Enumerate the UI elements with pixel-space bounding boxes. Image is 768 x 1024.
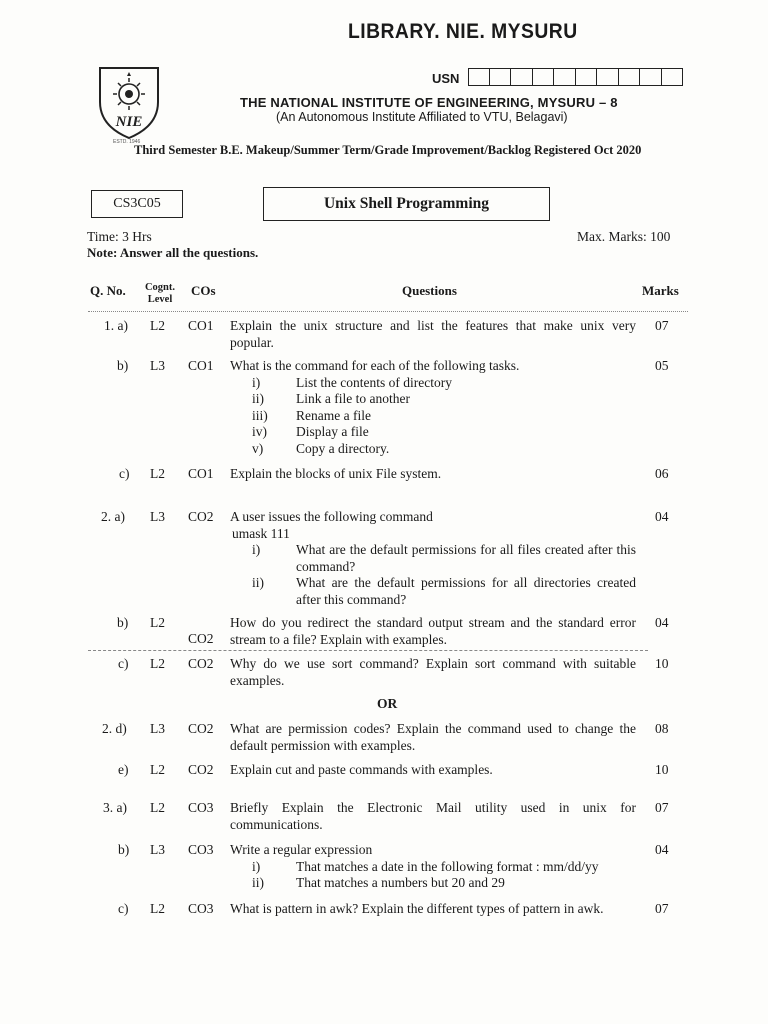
sub-question-number: i) bbox=[252, 542, 261, 557]
question-marks: 10 bbox=[655, 656, 669, 671]
sub-question-text: Copy a directory. bbox=[296, 440, 390, 456]
question-marks: 04 bbox=[655, 842, 669, 857]
sub-question-number: ii) bbox=[252, 391, 264, 406]
question-block bbox=[230, 509, 636, 608]
or-separator: OR bbox=[377, 696, 398, 711]
question-number: 1. a) bbox=[104, 318, 128, 333]
question-number: b) bbox=[117, 615, 129, 630]
question-level: L2 bbox=[150, 656, 165, 671]
question-number: c) bbox=[119, 466, 130, 481]
question-co: CO2 bbox=[188, 656, 214, 671]
question-level: L2 bbox=[150, 466, 165, 481]
sub-question-text: That matches a date in the following format : mm/dd/yy bbox=[296, 858, 599, 874]
question-marks: 04 bbox=[655, 509, 669, 524]
sub-question-text: What are the default permissions for all files created after this command? bbox=[296, 542, 636, 574]
question-co: CO1 bbox=[188, 318, 214, 333]
question-co: CO1 bbox=[188, 358, 214, 373]
question-text: Explain the unix structure and list the features that make unix very popular. bbox=[230, 318, 636, 350]
institute-logo bbox=[96, 64, 162, 140]
logo-text: NIE bbox=[115, 114, 143, 130]
question-text: What are permission codes? Explain the command used to change the default permission with examples. bbox=[230, 721, 636, 753]
question-level: L3 bbox=[150, 509, 165, 524]
question-co: CO3 bbox=[188, 842, 214, 857]
question-level: L2 bbox=[150, 901, 165, 916]
sub-question bbox=[230, 391, 636, 408]
exam-note: Note: Answer all the questions. bbox=[87, 245, 259, 260]
header-divider bbox=[88, 311, 688, 312]
question-text: What is pattern in awk? Explain the different types of pattern in awk. bbox=[230, 901, 604, 916]
question-level: L3 bbox=[150, 721, 165, 736]
sub-question bbox=[230, 441, 636, 458]
sub-question-number: i) bbox=[252, 858, 261, 874]
question-marks: 07 bbox=[655, 318, 669, 333]
question-text: Explain the blocks of unix File system. bbox=[230, 466, 442, 481]
sub-question-number: iii) bbox=[252, 407, 268, 423]
usn-box[interactable] bbox=[490, 68, 512, 86]
question-text: What is the command for each of the following tasks. bbox=[230, 358, 520, 373]
usn-box[interactable] bbox=[597, 68, 619, 86]
course-title: Unix Shell Programming bbox=[263, 187, 550, 221]
header-qno: Q. No. bbox=[90, 283, 126, 298]
usn-box[interactable] bbox=[468, 68, 490, 86]
sub-question-text: List the contents of directory bbox=[296, 374, 452, 390]
command-text: umask 111 bbox=[232, 525, 290, 541]
question-text: Why do we use sort command? Explain sort command with suitable examples. bbox=[230, 656, 636, 688]
question-level: L3 bbox=[150, 358, 165, 373]
question-level: L2 bbox=[150, 615, 165, 630]
semester-title: Third Semester B.E. Makeup/Summer Term/Grade Improvement/Backlog Registered Oct 2020 bbox=[134, 143, 642, 157]
course-code: CS3C05 bbox=[91, 190, 183, 218]
question-marks: 10 bbox=[655, 762, 669, 777]
question-marks: 08 bbox=[655, 721, 669, 736]
sub-question-text: That matches a numbers but 20 and 29 bbox=[296, 875, 505, 890]
question-number: 2. d) bbox=[102, 721, 127, 736]
usn-box[interactable] bbox=[662, 68, 684, 86]
question-level: L2 bbox=[150, 318, 165, 333]
usn-input-boxes[interactable] bbox=[468, 68, 683, 86]
row-divider bbox=[88, 650, 648, 651]
header-level: Level bbox=[147, 294, 173, 305]
question-number: 2. a) bbox=[101, 509, 125, 524]
sub-question bbox=[230, 575, 636, 608]
question-number: 3. a) bbox=[103, 800, 127, 815]
max-marks: Max. Marks: 100 bbox=[577, 229, 671, 244]
header-cos: COs bbox=[191, 283, 216, 298]
question-marks: 07 bbox=[655, 901, 669, 916]
logo-estd: ESTD. 1946 bbox=[113, 139, 141, 145]
question-text: Write a regular expression bbox=[230, 842, 373, 857]
question-level: L2 bbox=[150, 800, 165, 815]
question-co: CO2 bbox=[188, 721, 214, 736]
question-marks: 07 bbox=[655, 800, 669, 815]
sub-question bbox=[230, 542, 636, 575]
sub-question-number: v) bbox=[252, 440, 264, 456]
sub-question-text: Link a file to another bbox=[296, 391, 410, 406]
question-block bbox=[230, 358, 636, 457]
question-level: L3 bbox=[150, 842, 165, 857]
usn-box[interactable] bbox=[554, 68, 576, 86]
institute-affiliation: (An Autonomous Institute Affiliated to VTU, Belagavi) bbox=[276, 110, 568, 124]
sub-question-text: Display a file bbox=[296, 424, 369, 439]
header-cognt: Cognt. bbox=[144, 282, 176, 293]
question-marks: 04 bbox=[655, 615, 669, 630]
question-co: CO2 bbox=[188, 762, 214, 777]
sub-question bbox=[230, 424, 636, 441]
library-stamp: LIBRARY. NIE. MYSURU bbox=[348, 20, 578, 43]
question-marks: 05 bbox=[655, 358, 669, 373]
question-co: CO3 bbox=[188, 800, 214, 815]
usn-box[interactable] bbox=[576, 68, 598, 86]
question-text: A user issues the following command bbox=[230, 509, 433, 524]
sub-question-text: What are the default permissions for all directories created after this command? bbox=[296, 575, 636, 607]
sub-question bbox=[230, 859, 636, 876]
sub-question bbox=[230, 408, 636, 425]
sub-question-text: Rename a file bbox=[296, 407, 371, 423]
header-questions: Questions bbox=[402, 283, 457, 298]
usn-box[interactable] bbox=[619, 68, 641, 86]
header-marks: Marks bbox=[642, 283, 679, 298]
question-level: L2 bbox=[150, 762, 165, 777]
question-text: Explain cut and paste commands with examples. bbox=[230, 762, 493, 777]
sub-question-number: iv) bbox=[252, 424, 267, 439]
usn-label: USN bbox=[432, 71, 460, 86]
question-co: CO2 bbox=[188, 631, 214, 646]
question-number: b) bbox=[118, 842, 130, 857]
question-co: CO1 bbox=[188, 466, 214, 481]
institute-name: THE NATIONAL INSTITUTE OF ENGINEERING, MYSURU – 8 bbox=[240, 95, 618, 110]
question-co: CO3 bbox=[188, 901, 214, 916]
usn-box[interactable] bbox=[511, 68, 533, 86]
question-marks: 06 bbox=[655, 466, 669, 481]
question-block bbox=[230, 842, 636, 892]
question-text: Briefly Explain the Electronic Mail utility used in unix for communications. bbox=[230, 800, 636, 832]
sub-question-number: ii) bbox=[252, 875, 264, 890]
exam-time: Time: 3 Hrs bbox=[87, 229, 152, 244]
question-number: e) bbox=[118, 762, 129, 777]
question-text: How do you redirect the standard output stream and the standard error stream to a file? Explain with examples. bbox=[230, 615, 636, 647]
sub-question bbox=[230, 375, 636, 392]
usn-box[interactable] bbox=[640, 68, 662, 86]
sub-question-number: ii) bbox=[252, 575, 264, 590]
sub-question bbox=[230, 875, 636, 892]
question-co: CO2 bbox=[188, 509, 214, 524]
sub-question-number: i) bbox=[252, 374, 261, 390]
question-number: b) bbox=[117, 358, 129, 373]
header-cognitive-level bbox=[139, 282, 181, 306]
question-number: c) bbox=[118, 656, 129, 671]
question-number: c) bbox=[118, 901, 129, 916]
usn-box[interactable] bbox=[533, 68, 555, 86]
